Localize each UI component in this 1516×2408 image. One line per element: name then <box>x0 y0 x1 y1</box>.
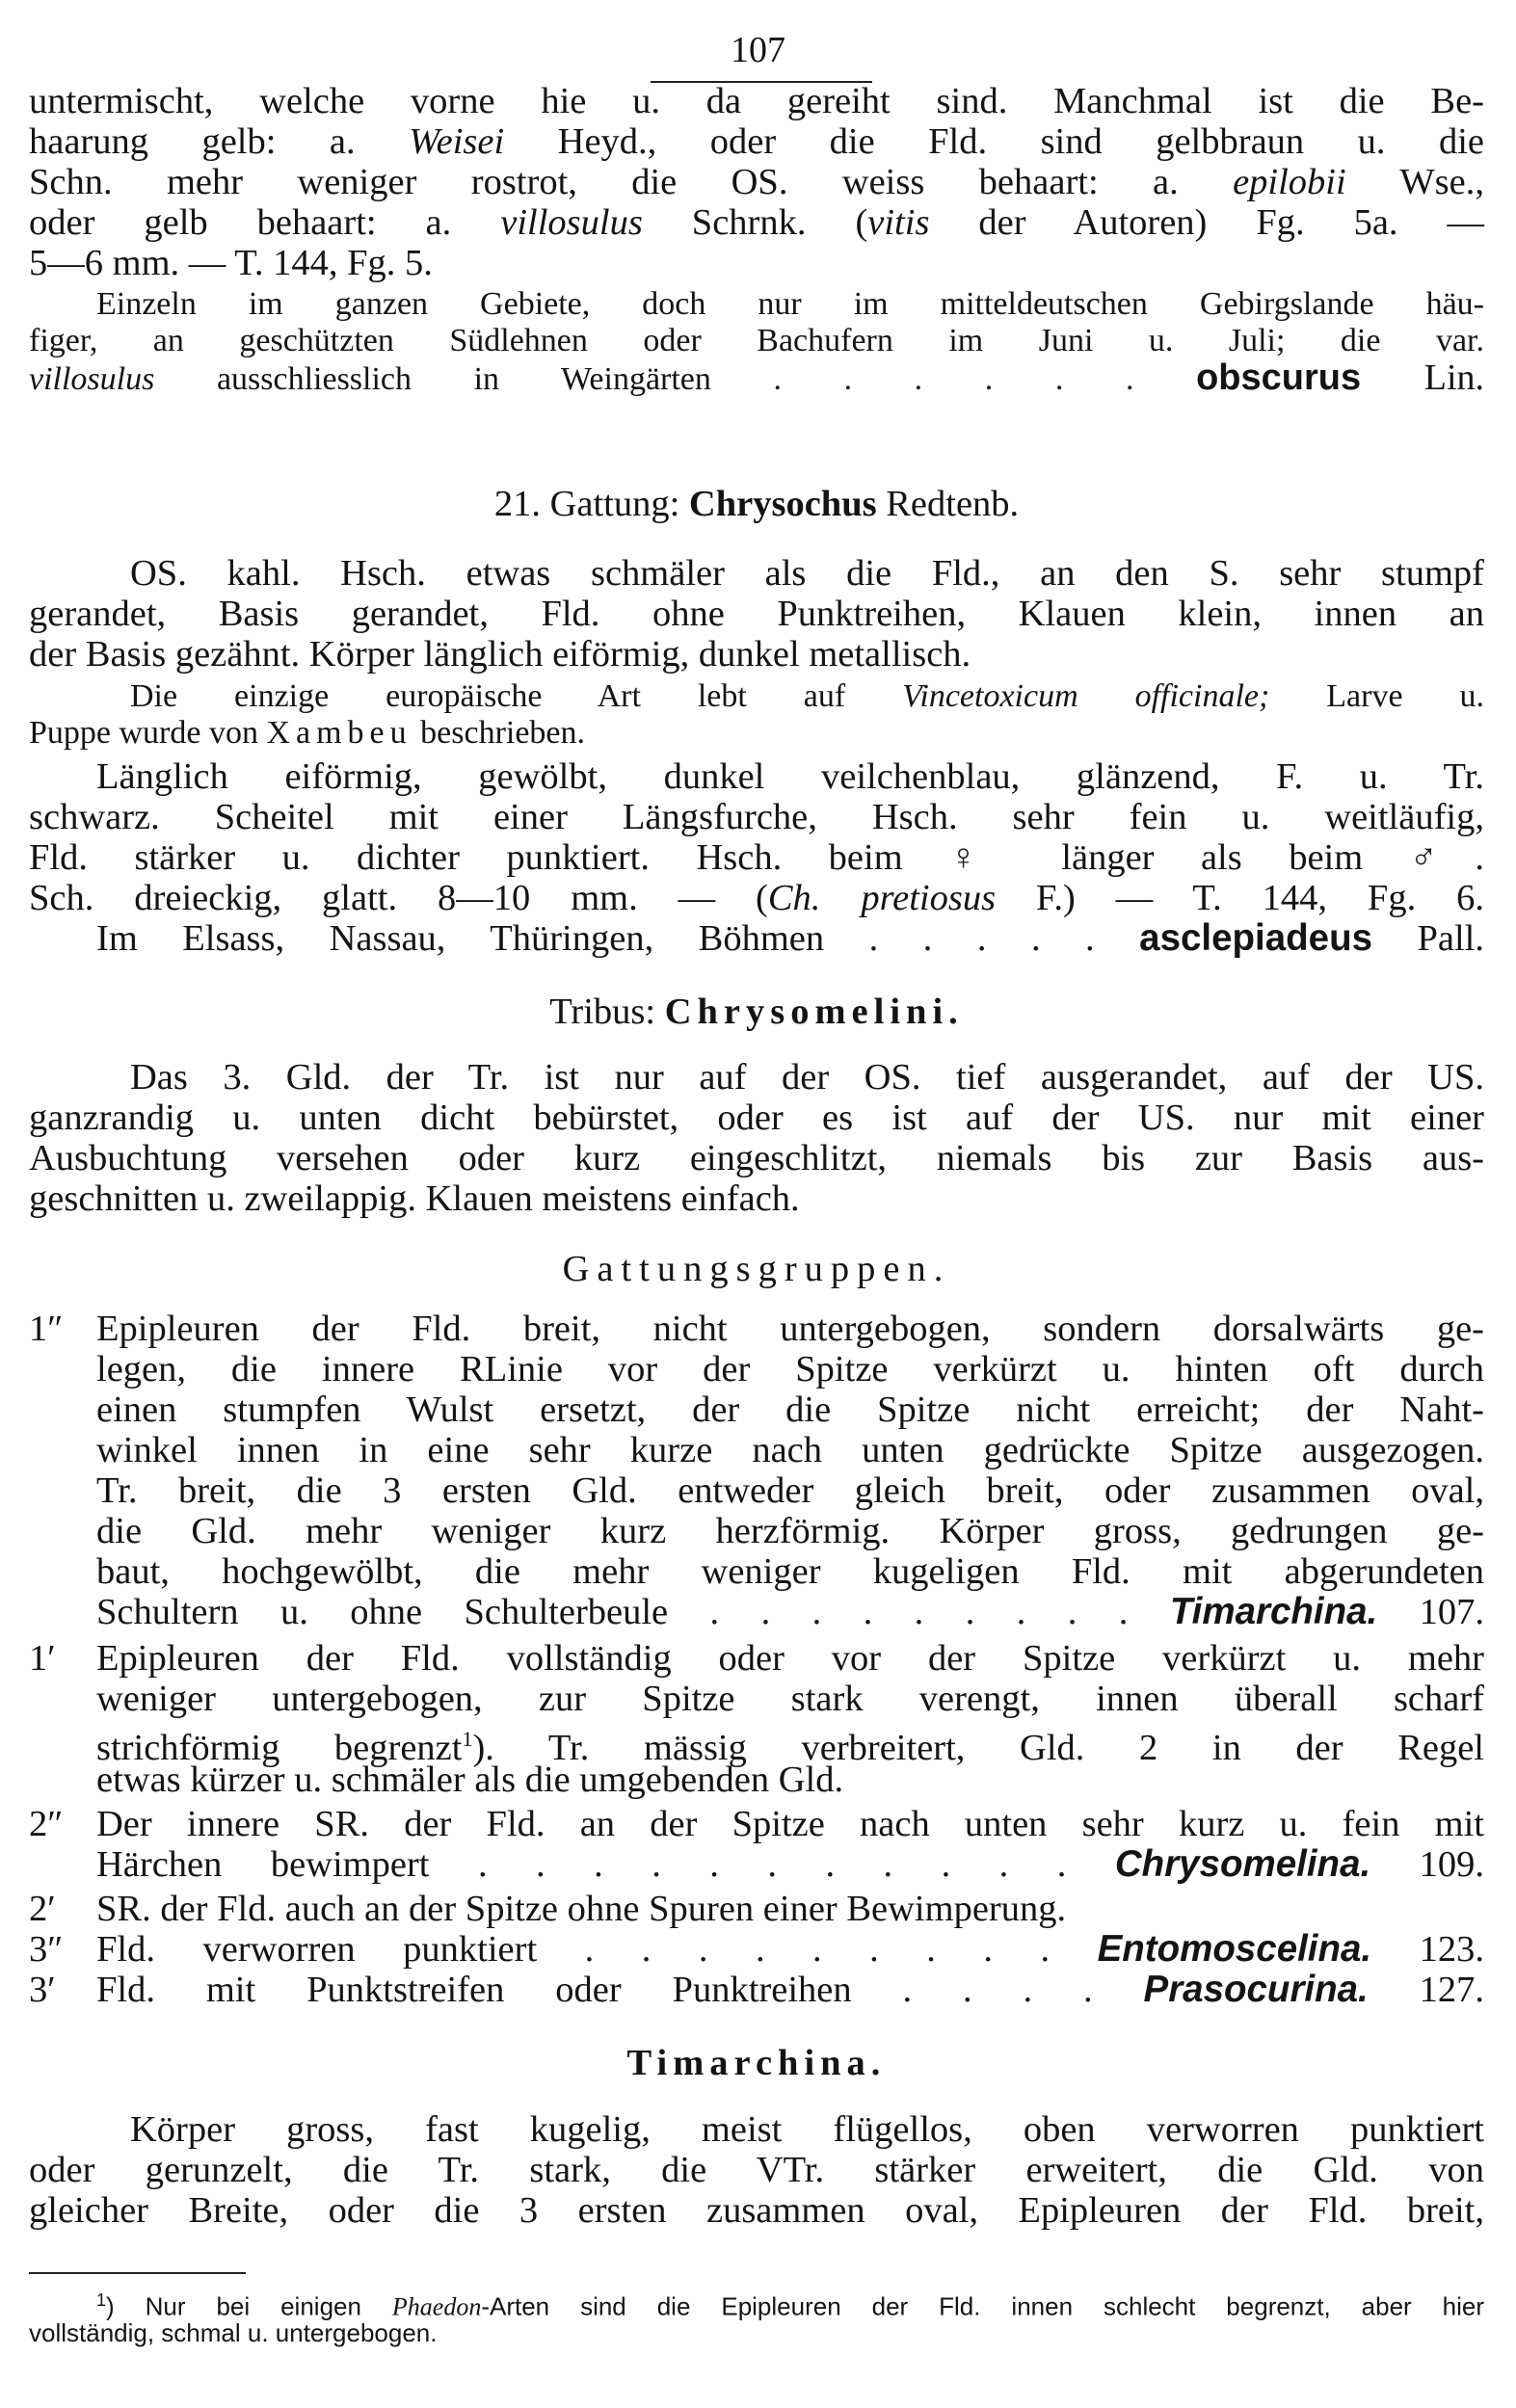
key-line <box>96 1509 1484 1553</box>
group-name: Chrysomelina. <box>1114 1843 1371 1885</box>
text-line <box>29 795 1484 839</box>
text-line <box>96 916 1484 961</box>
text: F.) — T. 144, Fg. 6. <box>996 878 1485 918</box>
key-number: 3′ <box>29 1970 56 2010</box>
text: Einzeln im ganzen Gebiete, doch nur im mitteldeutschen Gebirgslande häu- <box>96 286 1484 322</box>
groups-heading: Gattungsgruppen. <box>562 1249 951 1289</box>
text: Der innere SR. der Fld. an der Spitze nach unten sehr kurz u. fein mit <box>96 1804 1484 1844</box>
text: Länglich eiförmig, gewölbt, dunkel veilchenblau, glänzend, F. u. Tr. <box>96 756 1484 797</box>
page-number: 107 <box>731 30 785 70</box>
key-line <box>96 1388 1484 1432</box>
text-line <box>130 551 1484 595</box>
timarchina-heading: Timarchina. <box>626 2043 887 2083</box>
text: Schn. mehr weniger rostrot, die OS. weiss behaart: a. <box>29 162 1234 202</box>
text: figer, an geschützten Südlehnen oder Bachufern im Juni u. Juli; die var. <box>29 323 1484 358</box>
text: beschrieben. <box>412 715 586 751</box>
genus-heading <box>29 482 1484 526</box>
text: Ausbuchtung versehen oder kurz eingeschlitzt, niemals bis zur Basis aus- <box>29 1138 1484 1178</box>
key-number: 1″ <box>29 1309 64 1349</box>
text: baut, hochgewölbt, die mehr weniger kugeligen Fld. mit abgerundeten <box>96 1551 1484 1592</box>
group-name: Prasocurina. <box>1143 1969 1369 2010</box>
text: ganzrandig u. unten dicht bebürstet, oder es ist auf der US. nur mit einer <box>29 1098 1484 1138</box>
key-line <box>96 1549 1484 1594</box>
text-line <box>29 592 1484 636</box>
text: Sch. dreieckig, glatt. 8—10 mm. — ( <box>29 878 768 918</box>
text-line <box>29 1096 1484 1140</box>
text: oder gelb behaart: a. <box>29 202 501 243</box>
text: etwas kürzer u. schmäler als die umgebenden Gld. <box>96 1760 844 1800</box>
text: 5—6 mm. — T. 144, Fg. 5. <box>29 243 433 283</box>
species-name: villosulus <box>29 361 155 397</box>
key-number: 2″ <box>29 1804 64 1844</box>
text: vollständig, schmal u. untergebogen. <box>29 2318 438 2347</box>
key-line <box>96 1347 1484 1391</box>
text: legen, die innere RLinie vor der Spitze verkürzt u. hinten oft durch <box>96 1349 1484 1389</box>
genus-name: Phaedon <box>391 2292 482 2321</box>
key-line <box>96 1842 1484 1887</box>
page-ref: 127. <box>1368 1970 1485 2010</box>
species-name: epilobii <box>1233 162 1346 202</box>
text-line <box>29 1177 1484 1221</box>
page-ref: 109. <box>1370 1844 1485 1885</box>
text: Schrnk. ( <box>642 202 868 243</box>
text: oder gerunzelt, die Tr. stark, die VTr. stärker erweitert, die Gld. von <box>29 2150 1484 2190</box>
text: Epipleuren der Fld. vollständig oder vor der Spitze verkürzt u. mehr <box>96 1638 1484 1679</box>
author: Lin. <box>1361 357 1485 398</box>
species-name: Weisei <box>409 121 505 162</box>
text: der Basis gezähnt. Körper länglich eiförmig, dunkel metallisch. <box>29 634 971 675</box>
page-ref: 123. <box>1371 1929 1484 1970</box>
tribus-name: Chrysomelini. <box>664 992 964 1032</box>
text: Schultern u. ohne Schulterbeule . . . . . . . . . <box>96 1592 1129 1632</box>
species-name: Ch. pretiosus <box>767 878 997 918</box>
page-ref: 107. <box>1377 1592 1484 1632</box>
text-line <box>29 1136 1484 1180</box>
author-name: Xambeu <box>266 715 412 751</box>
text: SR. der Fld. auch an der Spitze ohne Spuren einer Bewimperung. <box>96 1889 1067 1929</box>
key-line <box>96 1590 1484 1634</box>
text-line <box>29 119 1484 164</box>
text: ). Tr. mässig verbreitert, Gld. 2 in der Regel <box>472 1727 1484 1768</box>
key-number: 3″ <box>29 1929 64 1970</box>
key-line <box>96 1636 1484 1680</box>
footnote-marker: 1 <box>462 1727 473 1751</box>
text: Fld. verworren punktiert . . . . . . . . . <box>96 1929 1051 1970</box>
text: Das 3. Gld. der Tr. ist nur auf der OS. tief ausgerandet, auf der US. <box>130 1057 1484 1098</box>
group-name: Timarchina. <box>1169 1591 1378 1632</box>
text-line <box>29 241 1484 285</box>
text: Heyd., oder die Fld. sind gelbbraun u. die <box>504 121 1484 162</box>
genus-name: Chrysochus <box>688 484 877 524</box>
text: Redtenb. <box>876 484 1020 524</box>
text: einen stumpfen Wulst ersetzt, der die Spitze nicht erreicht; der Naht- <box>96 1389 1484 1430</box>
key-line <box>96 1758 1484 1802</box>
text-line <box>29 632 1484 676</box>
text: Fld. stärker u. dichter punktiert. Hsch. beim ♀ länger als beim ♂. <box>29 837 1484 878</box>
text-line <box>29 200 1484 245</box>
text-line <box>29 876 1484 920</box>
text: die Gld. mehr weniger kurz herzförmig. Körper gross, gedrungen ge- <box>96 1511 1484 1551</box>
text: Härchen bewimpert . . . . . . . . . . . <box>96 1844 1067 1885</box>
plant-name: Vincetoxicum officinale; <box>902 678 1270 714</box>
text: Wse., <box>1345 162 1484 202</box>
key-line <box>96 1428 1484 1472</box>
species-title: asclepiadeus <box>1139 917 1372 959</box>
text-line <box>29 2188 1484 2233</box>
note-line <box>29 714 1484 753</box>
species-name: vitis <box>867 202 930 243</box>
text: OS. kahl. Hsch. etwas schmäler als die Fld., an den S. sehr stumpf <box>130 553 1484 594</box>
text: geschnitten u. zweilappig. Klauen meistens einfach. <box>29 1178 800 1219</box>
species-title: obscurus <box>1196 357 1362 398</box>
tribus-heading <box>29 990 1484 1034</box>
text: ) Nur bei einigen <box>106 2291 392 2321</box>
text: Puppe wurde von <box>29 715 267 751</box>
text: winkel innen in eine sehr kurze nach unten gedrückte Spitze ausgezogen. <box>96 1430 1484 1470</box>
text-line <box>130 2107 1484 2152</box>
key-line <box>96 1887 1484 1931</box>
text: Tribus: <box>549 992 665 1032</box>
text: Tr. breit, die 3 ersten Gld. entweder gleich breit, oder zusammen oval, <box>96 1470 1484 1511</box>
footnote-line <box>29 2316 1484 2349</box>
key-line <box>96 1469 1484 1513</box>
text: Epipleuren der Fld. breit, nicht untergebogen, sondern dorsalwärts ge- <box>96 1309 1484 1349</box>
text: Larve u. <box>1269 678 1484 714</box>
key-number: 2′ <box>29 1889 56 1929</box>
text: gleicher Breite, oder die 3 ersten zusammen oval, Epipleuren der Fld. breit, <box>29 2190 1484 2231</box>
text: weniger untergebogen, zur Spitze stark verengt, innen überall scharf <box>96 1679 1484 1719</box>
author: Pall. <box>1372 918 1484 959</box>
text: Körper gross, fast kugelig, meist flügellos, oben verworren punktiert <box>130 2109 1484 2150</box>
text: 21. Gattung: <box>493 484 689 524</box>
text-line <box>96 754 1484 799</box>
text: untermischt, welche vorne hie u. da gereiht sind. Manchmal ist die Be- <box>29 81 1484 121</box>
key-line <box>96 1802 1484 1846</box>
text-line <box>29 2148 1484 2192</box>
group-name: Entomoscelina. <box>1097 1928 1372 1970</box>
species-name: villosulus <box>500 202 643 243</box>
distribution-line <box>29 322 1484 360</box>
text: haarung gelb: a. <box>29 121 410 162</box>
distribution-line <box>96 285 1484 324</box>
text: Die einzige europäische Art lebt auf <box>130 678 903 714</box>
text-line <box>29 160 1484 204</box>
text: Fld. mit Punktstreifen oder Punktreihen . . . . <box>96 1970 1093 2010</box>
text: der Autoren) Fg. 5a. — <box>929 202 1484 243</box>
note-line <box>130 677 1484 716</box>
text-line <box>130 1055 1484 1099</box>
text: schwarz. Scheitel mit einer Längsfurche, Hsch. sehr fein u. weitläufig, <box>29 797 1484 837</box>
text-line <box>29 835 1484 880</box>
text-line <box>29 79 1484 123</box>
key-line <box>96 1677 1484 1721</box>
text: gerandet, Basis gerandet, Fld. ohne Punktreihen, Klauen klein, innen an <box>29 594 1484 634</box>
text: -Arten sind die Epipleuren der Fld. innen schlecht begrenzt, aber hier <box>481 2291 1484 2321</box>
key-line <box>96 1927 1484 1971</box>
footnote-marker: 1 <box>96 2290 107 2310</box>
text: Im Elsass, Nassau, Thüringen, Böhmen . . . . . <box>96 918 1095 959</box>
text: ausschliesslich in Weingärten . . . . . . <box>154 361 1134 397</box>
distribution-line <box>29 358 1484 399</box>
key-number: 1′ <box>29 1638 56 1679</box>
key-line <box>96 1307 1484 1351</box>
text: strichförmig begrenzt <box>96 1727 463 1768</box>
key-line <box>96 1968 1484 2012</box>
footnote-rule <box>29 2272 246 2274</box>
